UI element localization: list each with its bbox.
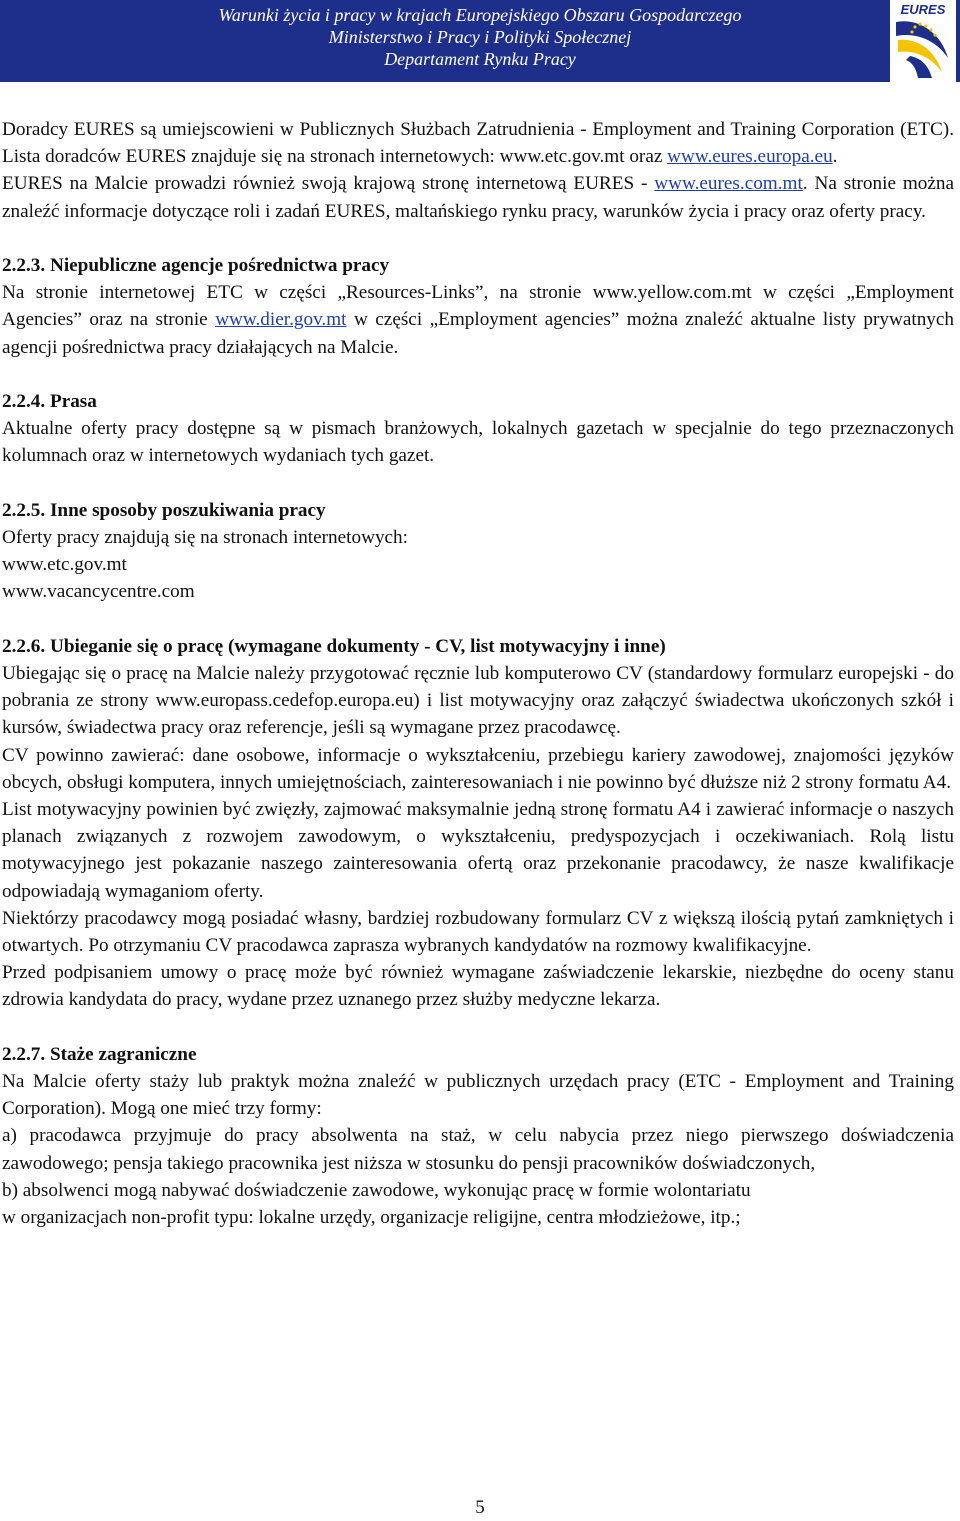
internship-form-b: b) absolwenci mogą nabywać doświadczenie zawodowe, wykonując pracę w formie wolontariatu — [2, 1179, 751, 1201]
site-vacancycentre: www.vacancycentre.com — [2, 581, 195, 603]
section-heading-internships: 2.2.7. Staże zagraniczne — [2, 1043, 197, 1065]
eures-malta-link[interactable]: www.eures.com.mt — [654, 173, 803, 195]
dier-link[interactable]: www.dier.gov.mt — [215, 309, 347, 331]
application-paragraph-1: Ubiegając się o pracę na Malcie należy przygotować ręcznie lub komputerowo CV (standardowy formularz europejski - do pobrania ze strony www.europass.cedefop.europa.eu) i list motywacyjny oraz załączyć świadectwa ukończonych szkół i kursów, świadectwa pracy oraz referencje, jeśli są wymagane przez pracodawcę. — [2, 663, 954, 739]
internship-form-b-continued: w organizacjach non-profit typu: lokalne urzędy, organizacje religijne, centra młodzieżowe, itp.; — [2, 1207, 741, 1229]
other-methods-paragraph: Oferty pracy znajdują się na stronach internetowych: — [2, 527, 408, 548]
intro-paragraph-1: Doradcy EURES są umiejscowieni w Publicznych Służbach Zatrudnienia - Employment and Training Corporation (ETC). Lista doradców EURES znajduje się na stronach internetowych: www.etc.gov.mt oraz www.eures.europa.eu. — [2, 119, 954, 168]
eures-logo-text: EURES — [900, 2, 946, 17]
page-header — [0, 0, 960, 82]
site-etc: www.etc.gov.mt — [2, 554, 127, 576]
eures-europa-link[interactable]: www.eures.europa.eu — [667, 146, 833, 168]
header-line-ministry: Ministerstwo i Pracy i Polityki Społecznej — [328, 27, 632, 47]
internships-paragraph: Na Malcie oferty staży lub praktyk można znaleźć w publicznych urzędach pracy (ETC - Employment and Training Corporation). Mogą one mieć trzy formy: — [2, 1071, 954, 1120]
application-paragraph-4: Niektórzy pracodawcy mogą posiadać własny, bardziej rozbudowany formularz CV z większą ilością pytań zamkniętych i otwartych. Po otrzymaniu CV pracodawca zaprasza wybranych kandydatów na rozmowy kwalifikacyjne. — [2, 907, 954, 957]
page-number: 5 — [475, 1497, 485, 1518]
section-heading-agencies: 2.2.3. Niepubliczne agencje pośrednictwa pracy — [2, 255, 390, 276]
press-paragraph: Aktualne oferty pracy dostępne są w pismach branżowych, lokalnych gazetach w specjalnie do tego przeznaczonych kolumnach oraz w internetowych wydaniach tych gazet. — [2, 418, 954, 467]
internship-form-a: a) pracodawca przyjmuje do pracy absolwenta na staż, w celu nabycia przez niego pierwszego doświadczenia zawodowego; pensja takiego pracownika jest niższa w stosunku do pensji pracowników doświadczonych, — [2, 1125, 954, 1174]
section-heading-application: 2.2.6. Ubieganie się o pracę (wymagane dokumenty - CV, list motywacyjny i inne) — [2, 635, 666, 657]
application-paragraph-3: List motywacyjny powinien być zwięzły, zajmować maksymalnie jedną stronę formatu A4 i zawierać informacje o naszych planach związanych z rozwojem zawodowym, o wykształceniu, predyspozycjach i oczekiwaniach. Rolą listu motywacyjnego jest pokazanie naszego zainteresowania ofertą oraz przekonanie pracodawcy, że nasze kwalifikacje odpowiadają wymaganiom oferty. — [2, 799, 954, 902]
header-line-department: Departament Rynku Pracy — [384, 49, 576, 69]
header-text — [0, 4, 960, 70]
intro-paragraph-2: EURES na Malcie prowadzi również swoją krajową stronę internetową EURES - www.eures.com.mt. Na stronie można znaleźć informacje dotyczące roli i zadań EURES, maltańskiego rynku pracy, warunków życia i pracy oraz oferty pracy. — [2, 173, 954, 222]
section-heading-other-methods: 2.2.5. Inne sposoby poszukiwania pracy — [2, 499, 326, 521]
header-line-title: Warunki życia i pracy w krajach Europejskiego Obszaru Gospodarczego — [218, 5, 742, 25]
section-heading-press: 2.2.4. Prasa — [2, 391, 97, 412]
document-body — [2, 116, 954, 1231]
application-paragraph-5: Przed podpisaniem umowy o pracę może być również wymagane zaświadczenie lekarskie, niezbędne do oceny stanu zdrowia kandydata do pracy, wydane przez uznanego przez służby medyczne lekarza. — [2, 962, 954, 1011]
agencies-paragraph: Na stronie internetowej ETC w części „Resources-Links”, na stronie www.yellow.com.mt w części „Employment Agencies” oraz na stronie www.dier.gov.mt w części „Employment agencies” można znaleźć aktualne listy prywatnych agencji pośrednictwa pracy działających na Malcie. — [2, 282, 954, 358]
eures-logo — [890, 0, 956, 82]
application-paragraph-2: CV powinno zawierać: dane osobowe, informacje o wykształceniu, przebiegu kariery zawodowej, znajomości języków obcych, obsługi komputera, innych umiejętnościach, zainteresowaniach i nie powinno być dłuższe niż 2 strony formatu A4. — [2, 744, 954, 793]
